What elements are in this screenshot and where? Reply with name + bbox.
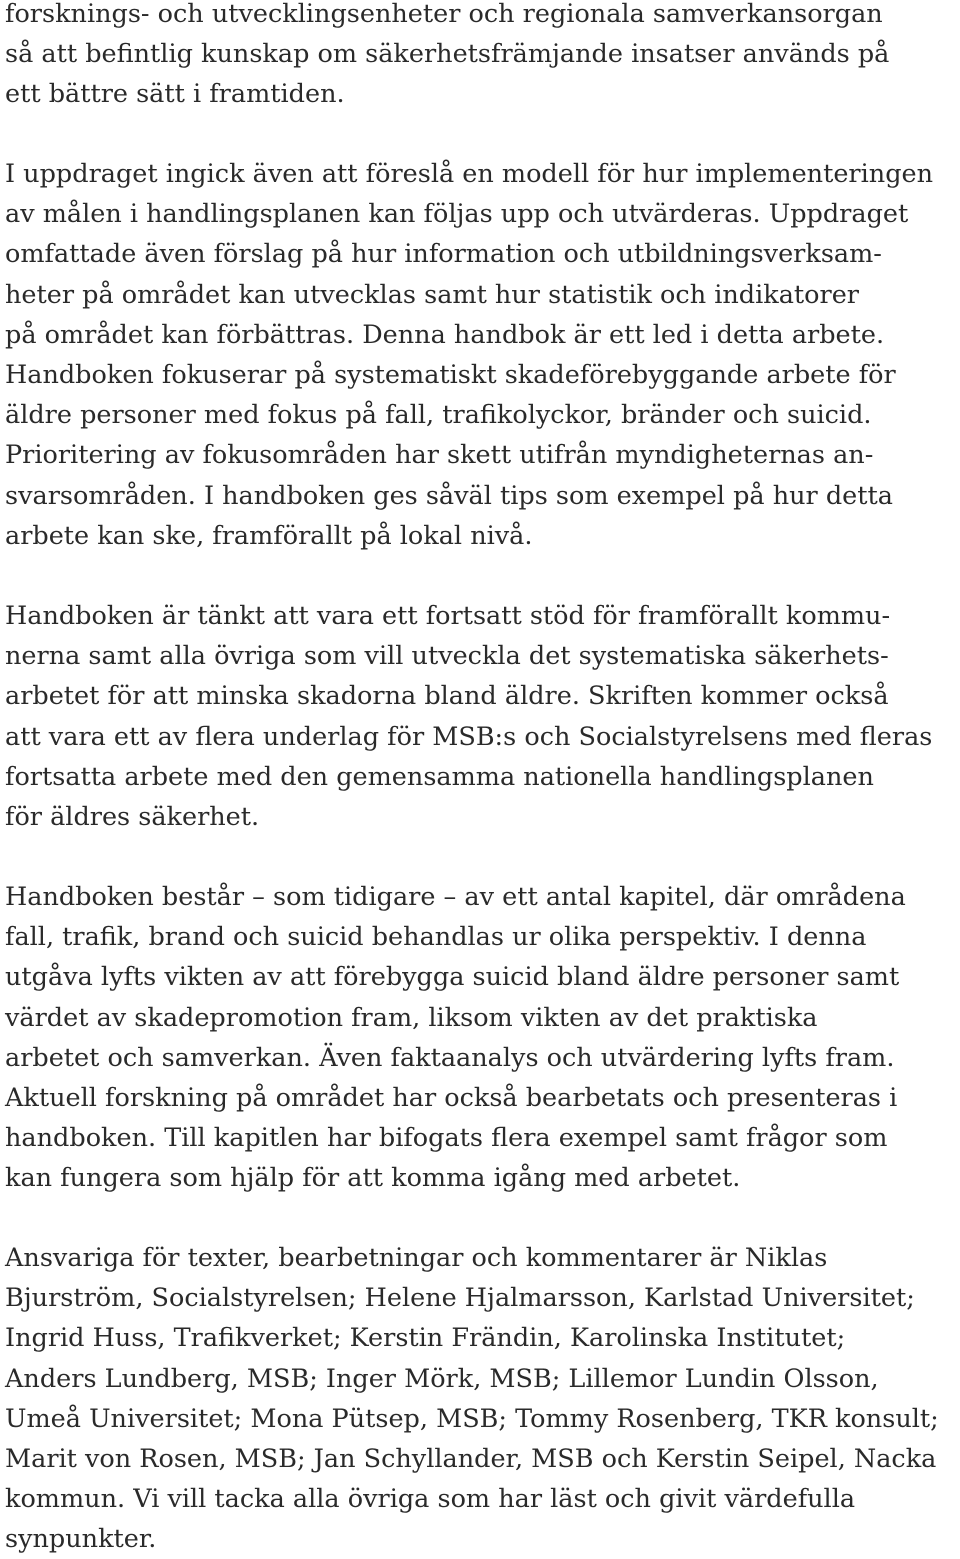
text-line: Ansvariga för texter, bearbetningar och kommentarer är Niklas <box>5 1243 828 1273</box>
text-line: att vara ett av flera underlag för MSB:s och Socialstyrelsens med fleras <box>5 721 933 752</box>
text-line: Umeå Universitet; Mona Pütsep, MSB; Tommy Rosenberg, TKR konsult; <box>5 1403 939 1434</box>
text-line: värdet av skadepromotion fram, liksom vikten av det praktiska <box>5 1002 818 1033</box>
text-line: äldre personer med fokus på fall, trafikolyckor, bränder och suicid. <box>5 400 872 431</box>
text-line: omfattade även förslag på hur information och utbildningsverksam- <box>5 239 882 270</box>
text-line: kommun. Vi vill tacka alla övriga som har läst och givit värdefulla <box>5 1484 856 1515</box>
text-line: Handboken är tänkt att vara ett fortsatt stöd för framförallt kommu- <box>5 601 891 631</box>
text-line: Handboken består – som tidigare – av ett antal kapitel, där områdena <box>5 882 906 912</box>
text-line: Aktuell forskning på området har också bearbetats och presenteras i <box>5 1083 898 1113</box>
text-line: arbete kan ske, framförallt på lokal nivå. <box>5 520 533 551</box>
text-line: I uppdraget ingick även att föreslå en modell för hur implementeringen <box>5 159 934 189</box>
text-line: nerna samt alla övriga som vill utveckla det systematiska säkerhets- <box>5 641 889 672</box>
text-line: så att befintlig kunskap om säkerhetsfrämjande insatser används på <box>5 39 890 70</box>
text-line: Marit von Rosen, MSB; Jan Schyllander, MSB och Kerstin Seipel, Nacka <box>5 1444 937 1474</box>
text-line: handboken. Till kapitlen har bifogats flera exempel samt frågor som <box>5 1123 888 1154</box>
text-line: fall, trafik, brand och suicid behandlas ur olika perspektiv. I denna <box>5 922 867 953</box>
text-line: synpunkter. <box>5 1524 157 1555</box>
text-line: Ingrid Huss, Trafikverket; Kerstin Frändin, Karolinska Institutet; <box>5 1323 846 1354</box>
text-line: för äldres säkerhet. <box>5 802 260 832</box>
text-line: Handboken fokuserar på systematiskt skadeförebyggande arbete för <box>5 360 896 390</box>
text-line: Bjurström, Socialstyrelsen; Helene Hjalmarsson, Karlstad Universitet; <box>5 1283 915 1314</box>
text-line: forsknings- och utvecklingsenheter och regionala samverkansorgan <box>5 0 883 29</box>
text-line: av målen i handlingsplanen kan följas upp och utvärderas. Uppdraget <box>5 199 909 230</box>
text-line: heter på området kan utvecklas samt hur statistik och indikatorer <box>5 279 860 310</box>
text-line: Anders Lundberg, MSB; Inger Mörk, MSB; Lillemor Lundin Olsson, <box>5 1363 879 1394</box>
text-line: kan fungera som hjälp för att komma igång med arbetet. <box>5 1163 741 1194</box>
text-line: arbetet för att minska skadorna bland äldre. Skriften kommer också <box>5 681 889 712</box>
text-line: Prioritering av fokusområden har skett utifrån myndigheternas an- <box>5 440 874 471</box>
text-line: fortsatta arbete med den gemensamma nationella handlingsplanen <box>5 761 874 792</box>
text-line: ett bättre sätt i framtiden. <box>5 79 345 110</box>
text-line: svarsområden. I handboken ges såväl tips som exempel på hur detta <box>5 480 893 511</box>
text-line: på området kan förbättras. Denna handbok är ett led i detta arbete. <box>5 319 885 350</box>
text-line: utgåva lyfts vikten av att förebygga suicid bland äldre personer samt <box>5 962 900 993</box>
text-line: arbetet och samverkan. Även faktaanalys och utvärdering lyfts fram. <box>5 1042 895 1073</box>
